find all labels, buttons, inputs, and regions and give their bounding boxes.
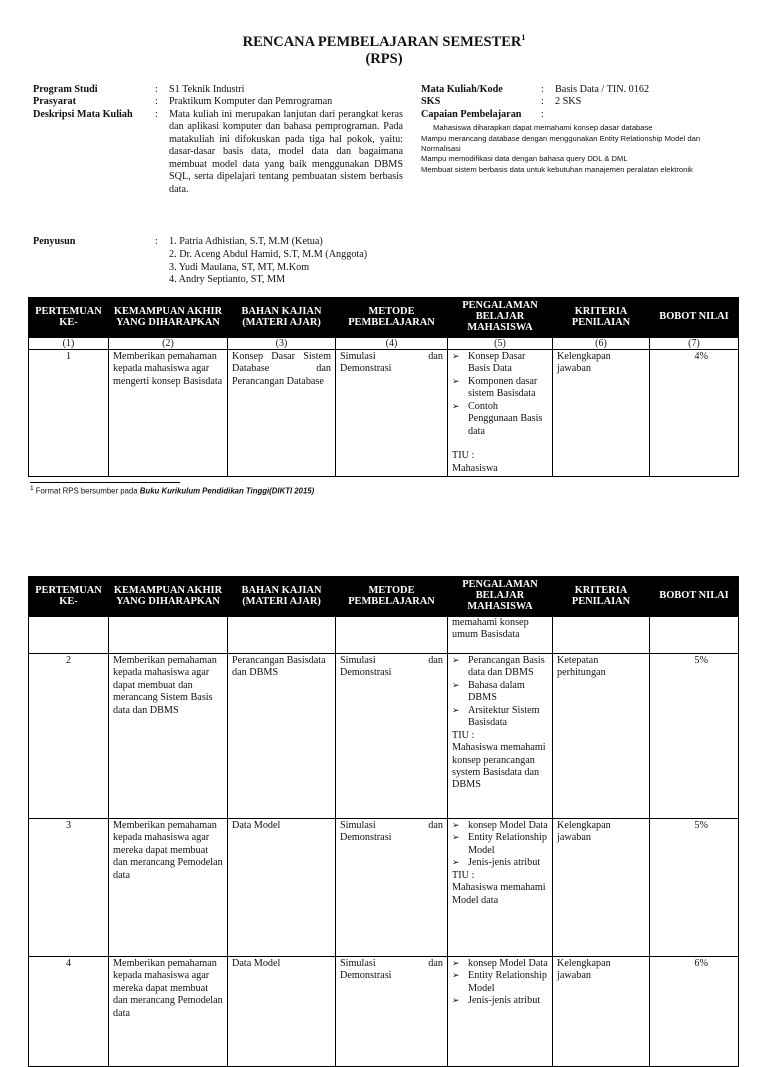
mata-kuliah-value: Basis Data / TIN. 0162: [555, 84, 650, 95]
pertemuan-cell: 2: [29, 654, 109, 819]
table-header-row: [29, 577, 739, 617]
sks-label: SKS: [421, 96, 441, 108]
capaian-item: Membuat sistem berbasis data untuk kebutuhan manajemen peralatan elektronik: [421, 164, 693, 174]
kriteria-cell: Kelengkapan jawaban: [553, 819, 650, 957]
kemampuan-cell: Memberikan pemahaman kepada mahasiswa agar mereka dapat membuat dan merancang Pemodelan data: [109, 819, 228, 957]
prasyarat-label: Prasyarat: [33, 96, 76, 108]
kemampuan-cell: Memberikan pemahaman kepada mahasiswa agar mereka dapat membuat dan merancang Pemodelan data: [109, 957, 228, 1067]
pertemuan-cell: 1: [29, 350, 109, 477]
metode-cell: Simulasi dan Demonstrasi: [336, 819, 448, 957]
col-header-kemampuan: KEMAMPUAN AKHIR YANG DIHARAPKAN: [109, 298, 228, 338]
col-header-metode: METODE PEMBELAJARAN: [336, 298, 448, 338]
list-item: ➢ Komponen dasar sistem Basisdata: [452, 376, 548, 401]
capaian-list: [421, 121, 731, 175]
pertemuan-cell: 3: [29, 819, 109, 957]
table-header-row: [29, 298, 739, 338]
bobot-cell: 4%: [650, 350, 739, 477]
capaian-label: Capaian Pembelajaran: [421, 108, 522, 120]
pengalaman-cell: [448, 957, 553, 1067]
list-item: ➢ Entity Relationship Model: [452, 970, 548, 995]
capaian-item: Mampu merancang database dengan menggunakan Entity Relationship Model dan Normalisasi: [421, 133, 701, 153]
col-header-bahan: BAHAN KAJIAN (MATERI AJAR): [228, 298, 336, 338]
col-header-kriteria: KRITERIA PENILAIAN: [553, 577, 650, 617]
col-header-metode: METODE PEMBELAJARAN: [336, 577, 448, 617]
list-item: ➢ Entity Relationship Model: [452, 832, 548, 857]
table-row: [29, 350, 739, 477]
capaian-row: Capaian Pembelajaran :: [421, 108, 544, 120]
capaian-item: Mahasiswa diharapkan dapat memahami konsep dasar database: [433, 123, 653, 133]
penyusun-member: 4. Andry Septianto, ST, MM: [169, 274, 286, 286]
bahan-cell: Data Model: [228, 819, 336, 957]
kriteria-cell: Kelengkapan jawaban: [553, 957, 650, 1067]
tiu-label: TIU :: [452, 729, 475, 741]
list-item: ➢ konsep Model Data: [452, 958, 548, 970]
list-item: ➢ konsep Model Data: [452, 820, 548, 832]
col-header-bobot: BOBOT NILAI: [650, 577, 739, 617]
program-studi-value: S1 Teknik Industri: [169, 84, 245, 95]
metode-cell: Simulasi dan Demonstrasi: [336, 654, 448, 819]
tiu-label: TIU :: [452, 869, 475, 881]
title-line1: RENCANA PEMBELAJARAN SEMESTER: [242, 33, 522, 50]
prasyarat-row: Prasyarat : Praktikum Komputer dan Pemrograman: [33, 96, 403, 108]
sks-row: SKS : 2 SKS: [421, 96, 731, 108]
deskripsi-value: Mata kuliah ini merupakan lanjutan dari perangkat keras dan aplikasi komputer dan bahasa pemprograman. Pada matakuliah ini difokuskan pada tiga hal pokok, yaitu: dasar-dasar basis data, model data dan bagaimana membuat model data yang baik menggunakan DBMS SQL, serta dipelajari tentang pembuatan sistem berbasis data.: [169, 108, 403, 195]
pengalaman-cell: [448, 350, 553, 477]
capaian-item: Mampu memodifikasi data dengan bahasa query DDL & DML: [421, 154, 628, 164]
sks-value: 2 SKS: [555, 96, 582, 108]
col-header-pertemuan: PERTEMUAN KE-: [29, 298, 109, 338]
col-header-pengalaman: PENGALAMAN BELAJAR MAHASISWA: [448, 577, 553, 617]
table-row: [29, 654, 739, 819]
penyusun-member: 2. Dr. Aceng Abdul Hamid, S.T, M.M (Anggota): [169, 248, 368, 260]
list-item: ➢ Perancangan Basis data dan DBMS: [452, 655, 548, 680]
rps-table-1: [28, 297, 739, 477]
penyusun-section: Penyusun : 1. Patria Adhistian, S.T, M.M (Ketua) 2. Dr. Aceng Abdul Hamid, S.T, M.M (Anggota) 3. Yudi Maulana, ST, MT, M.Kom 4. Andry Septianto, ST, MM: [33, 236, 433, 287]
kemampuan-cell: Memberikan pemahaman kepada mahasiswa agar dapat membuat dan merancang Sistem Basis data dan DBMS: [109, 654, 228, 819]
deskripsi-row: Deskripsi Mata Kuliah : Mata kuliah ini merupakan lanjutan dari perangkat keras dan aplikasi komputer dan bahasa pemprograman. Pada matakuliah ini difokuskan pada tiga hal pokok, yaitu: dasar-dasar basis data, model data dan bagaimana membuat model data yang baik menggunakan DBMS SQL, serta dipelajari tentang pembuatan sistem berbasis data.: [33, 108, 403, 195]
col-header-pengalaman: PENGALAMAN BELAJAR MAHASISWA: [448, 298, 553, 338]
list-item: ➢ Bahasa dalam DBMS: [452, 680, 548, 705]
kemampuan-cell: Memberikan pemahaman kepada mahasiswa agar mengerti konsep Basisdata: [109, 350, 228, 477]
bobot-cell: 5%: [650, 654, 739, 819]
col-header-kemampuan: KEMAMPUAN AKHIR YANG DIHARAPKAN: [109, 577, 228, 617]
kriteria-cell: Ketepatan perhitungan: [553, 654, 650, 819]
column-number-row: (1) (2) (3) (4) (5) (6) (7): [29, 338, 739, 350]
bahan-cell: Data Model: [228, 957, 336, 1067]
bahan-cell: Perancangan Basisdata dan DBMS: [228, 654, 336, 819]
footnote-source: Buku Kurikulum Pendidikan Tinggi(DIKTI 2015): [139, 486, 315, 496]
prasyarat-value: Praktikum Komputer dan Pemrograman: [169, 96, 333, 108]
list-item: ➢ Contoh Penggunaan Basis data: [452, 401, 548, 438]
pengalaman-cell: [448, 654, 553, 819]
course-info-left: [33, 84, 403, 196]
table-row: [29, 617, 739, 654]
table-row: [29, 957, 739, 1067]
mata-kuliah-label: Mata Kuliah/Kode: [421, 84, 503, 95]
page-title: [0, 33, 768, 69]
list-item: ➢ Konsep Dasar Basis Data: [452, 351, 548, 376]
table-row: [29, 819, 739, 957]
col-header-bobot: BOBOT NILAI: [650, 298, 739, 338]
penyusun-label: Penyusun: [33, 236, 76, 247]
kriteria-cell: Kelengkapan jawaban: [553, 350, 650, 477]
col-header-kriteria: KRITERIA PENILAIAN: [553, 298, 650, 338]
pengalaman-cell: [448, 617, 553, 654]
bobot-cell: 6%: [650, 957, 739, 1067]
list-item: ➢ Jenis-jenis atribut: [452, 857, 548, 869]
col-header-pertemuan: PERTEMUAN KE-: [29, 577, 109, 617]
mata-kuliah-row: Mata Kuliah/Kode : Basis Data / TIN. 0162: [421, 84, 731, 96]
bobot-cell: 5%: [650, 819, 739, 957]
rps-table-2: [28, 576, 739, 1067]
tiu-text: memahami konsep umum Basisdata: [452, 617, 529, 641]
metode-cell: Simulasi dan Demonstrasi: [336, 350, 448, 477]
pertemuan-cell: 4: [29, 957, 109, 1067]
tiu-text: Mahasiswa memahami konsep perancangan system Basisdata dan DBMS: [452, 742, 546, 791]
title-footnote-marker: 1: [521, 33, 526, 42]
pengalaman-cell: [448, 819, 553, 957]
tiu-text: Mahasiswa: [452, 462, 498, 474]
penyusun-list: [169, 236, 433, 287]
penyusun-member: 1. Patria Adhistian, S.T, M.M (Ketua): [169, 236, 323, 247]
course-info-right: [421, 84, 731, 175]
list-item: ➢ Jenis-jenis atribut: [452, 995, 548, 1007]
list-item: ➢ Arsitektur Sistem Basisdata: [452, 705, 548, 730]
title-line2: (RPS): [365, 51, 403, 68]
program-studi-label: Program Studi: [33, 84, 98, 95]
metode-cell: Simulasi dan Demonstrasi: [336, 957, 448, 1067]
bahan-cell: Konsep Dasar Sistem Database dan Perancangan Database: [228, 350, 336, 477]
footnote: $^1$ Format RPS bersumber pada Buku Kurikulum Pendidikan Tinggi(DIKTI 2015): [30, 485, 314, 496]
penyusun-member: 3. Yudi Maulana, ST, MT, M.Kom: [169, 261, 310, 273]
program-studi-row: Program Studi : S1 Teknik Industri: [33, 84, 403, 96]
tiu-label: TIU :: [452, 450, 475, 462]
col-header-bahan: BAHAN KAJIAN (MATERI AJAR): [228, 577, 336, 617]
deskripsi-label: Deskripsi Mata Kuliah: [33, 108, 133, 120]
tiu-text: Mahasiswa memahami Model data: [452, 882, 546, 906]
